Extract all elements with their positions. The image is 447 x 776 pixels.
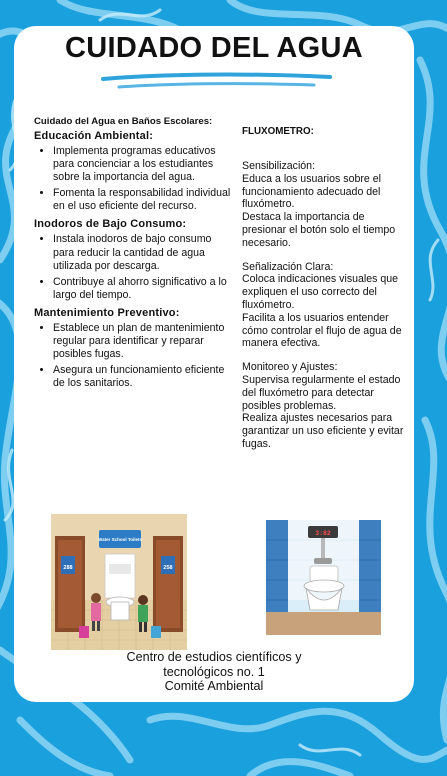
block-line: Facilita a los usuarios entender cómo controlar el flujo de agua de manera efectiva. (242, 311, 402, 350)
signage-block (242, 261, 408, 351)
door-number-right: 258 (163, 565, 173, 571)
list-item: • Fomenta la responsabilidad individual en el uso eficiente del recurso. (53, 187, 234, 213)
block-title: Sensibilización: (242, 160, 316, 172)
block-line: Supervisa regularmente el estado del fluxómetro para detectar posibles problemas. (242, 373, 401, 412)
awareness-block (242, 160, 408, 250)
footer-line: Comité Ambiental (164, 679, 264, 693)
door-number-left: 288 (63, 565, 73, 571)
maintenance-list (34, 322, 234, 390)
block-line: Coloca indicaciones visuales que expliquen el uso correcto del fluxómetro. (242, 273, 399, 311)
intro-heading: Cuidado del Agua en Baños Escolares: (34, 116, 213, 127)
fluxometer-column (242, 126, 408, 462)
monitoring-block (242, 361, 408, 451)
list-item: • Implementa programas educativos para concienciar a los estudiantes sobre la importancia del agua. (53, 145, 234, 184)
fluxometer-toilet-illustration (266, 520, 381, 635)
section-heading-maintenance: Mantenimiento Preventivo: (34, 306, 180, 319)
education-list (34, 145, 234, 213)
footer-line: Centro de estudios científicos y (126, 650, 302, 664)
list-item: • Instala inodoros de bajo consumo para reducir la cantidad de agua utilizada por descarga. (53, 233, 234, 272)
bathroom-care-column (34, 116, 234, 394)
footer-line: tecnológicos no. 1 (163, 664, 265, 679)
block-title: Señalización Clara: (242, 260, 334, 273)
fluxometer-display: 3:82 (315, 530, 331, 537)
list-item: • Contribuye al ahorro significativo a lo largo del tiempo. (53, 276, 234, 302)
bathroom-sign-text: Water School Toilets (97, 537, 143, 542)
footer (14, 650, 414, 694)
block-title: Monitoreo y Ajustes: (242, 361, 338, 374)
list-item: • Asegura un funcionamiento eficiente de los sanitarios. (53, 364, 234, 390)
section-heading-low-flow: Inodoros de Bajo Consumo: (34, 218, 187, 231)
fluxometer-heading: FLUXOMETRO: (242, 126, 314, 137)
section-heading-education: Educación Ambiental: (34, 130, 154, 142)
block-line: Destaca la importancia de presionar el botón solo el tiempo necesario. (242, 211, 396, 249)
block-line: Realiza ajustes necesarios para garantizar un uso eficiente y evitar fugas. (242, 412, 404, 450)
list-item: • Establece un plan de mantenimiento regular para identificar y reparar posibles fugas. (53, 322, 234, 361)
block-line: Educa a los usuarios sobre el funcionamiento adecuado del fluxómetro. (242, 172, 381, 211)
school-bathroom-illustration (51, 514, 187, 650)
page-title: CUIDADO DEL AGUA (64, 32, 364, 64)
flyer-card (14, 26, 414, 702)
low-flow-list (34, 233, 234, 301)
title-underline-decoration (99, 71, 334, 93)
